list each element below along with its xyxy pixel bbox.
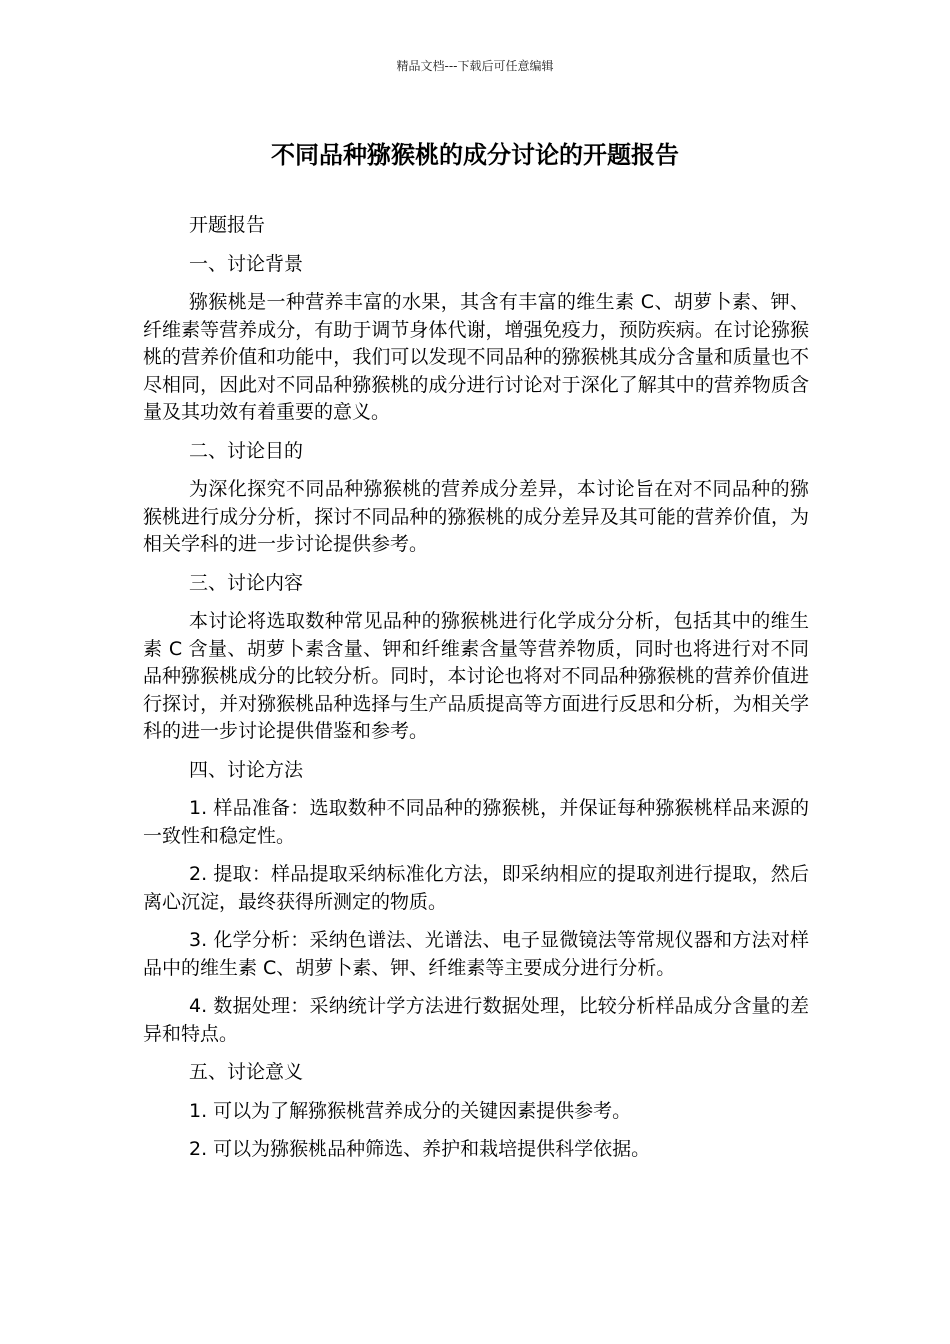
- method-item-2: 2. 提取：样品提取采纳标准化方法，即采纳相应的提取剂进行提取，然后离心沉淀，最终获得所测定的物质。: [143, 863, 809, 913]
- method-item-1: 1. 样品准备：选取数种不同品种的猕猴桃，并保证每种猕猴桃样品来源的一致性和稳定性。: [143, 797, 809, 847]
- significance-item-2: 2. 可以为猕猴桃品种筛选、养护和栽培提供科学依据。: [189, 1138, 651, 1160]
- method-item-3: 3. 化学分析：采纳色谱法、光谱法、电子显微镜法等常规仪器和方法对样品中的维生素 C、胡萝卜素、钾、纤维素等主要成分进行分析。: [143, 929, 809, 979]
- section-heading-content: 三、讨论内容: [189, 571, 304, 594]
- paragraph-purpose: 为深化探究不同品种猕猴桃的营养成分差异，本讨论旨在对不同品种的猕猴桃进行成分分析，探讨不同品种的猕猴桃的成分差异及其可能的营养价值，为相关学科的进一步讨论提供参考。: [143, 478, 809, 555]
- section-heading-purpose: 二、讨论目的: [189, 439, 304, 462]
- paragraph-background: 猕猴桃是一种营养丰富的水果，其含有丰富的维生素 C、胡萝卜素、钾、纤维素等营养成分，有助于调节身体代谢，增强免疫力，预防疾病。在讨论猕猴桃的营养价值和功能中，我们可以发现不同品种的猕猴桃其成分含量和质量也不尽相同，因此对不同品种猕猴桃的成分进行讨论对于深化了解其中的营养物质含量及其功效有着重要的意义。: [143, 291, 809, 423]
- document-body: [143, 212, 809, 1175]
- section-heading-methods: 四、讨论方法: [189, 758, 304, 781]
- header-note: 精品文档---下载后可任意编辑: [396, 59, 554, 73]
- section-label-report: 开题报告: [189, 214, 266, 236]
- significance-item-1: 1. 可以为了解猕猴桃营养成分的关键因素提供参考。: [189, 1099, 632, 1122]
- document-title: 不同品种猕猴桃的成分讨论的开题报告: [271, 141, 679, 169]
- method-item-4: 4. 数据处理：采纳统计学方法进行数据处理，比较分析样品成分含量的差异和特点。: [143, 995, 809, 1045]
- paragraph-content: 本讨论将选取数种常见品种的猕猴桃进行化学成分分析，包括其中的维生素 C 含量、胡萝卜素含量、钾和纤维素含量等营养物质，同时也将进行对不同品种猕猴桃成分的比较分析。同时，本讨论也将对不同品种猕猴桃的营养价值进行探讨，并对猕猴桃品种选择与生产品质提高等方面进行反思和分析，为相关学科的进一步讨论提供借鉴和参考。: [143, 610, 809, 742]
- section-heading-significance: 五、讨论意义: [189, 1061, 304, 1083]
- section-heading-background: 一、讨论背景: [189, 252, 304, 275]
